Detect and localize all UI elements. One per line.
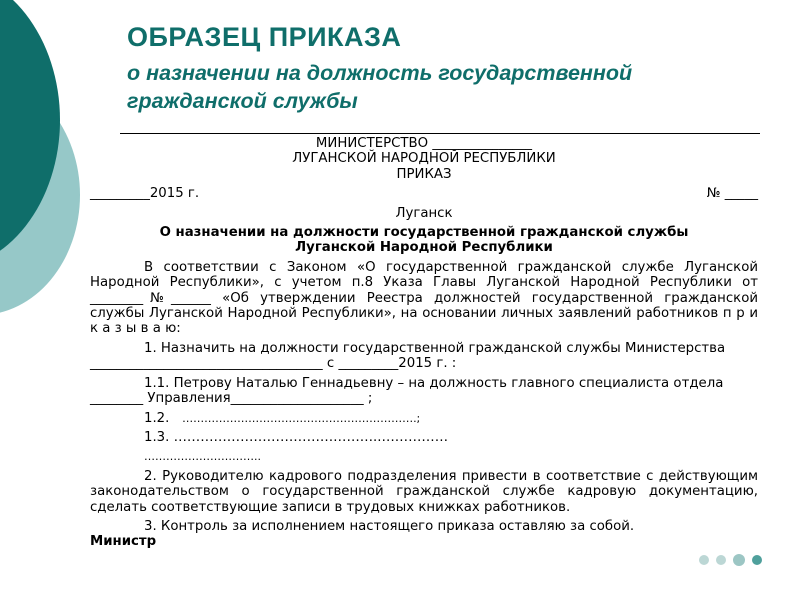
order-heading-line-1: О назначении на должности государственной гражданской службы xyxy=(159,225,689,241)
city-line: Луганск xyxy=(395,205,453,221)
item-1-4-dots: ………………………….. xyxy=(144,450,261,464)
signature-title: Министр xyxy=(90,534,157,550)
order-document xyxy=(90,136,758,550)
item-1-1: 1.1. Петрову Наталью Геннадьевну – на должность главного специалиста отдела ________ Управления____________________ ; xyxy=(90,375,724,407)
item-1-2-dots: ……………………………………………………….; xyxy=(182,411,421,425)
preamble-paragraph: В соответствии с Законом «О государственной гражданской службе Луганской Народной Республики», с учетом п.8 Указа Главы Луганской Народной Республики от ________№______ «Об утверждении Реестра должностей государственной гражданской службы Луганской Народной Республики», на основании личных заявлений работников п р и к а з ы в а ю: xyxy=(90,259,758,337)
decorative-dots xyxy=(699,554,762,566)
item-2: 2. Руководителю кадрового подразделения привести в соответствие с действующим законодательством о государственной гражданской службе кадровую документацию, сделать соответствующие записи в трудовых книжках работников. xyxy=(90,468,758,515)
ministry-line: МИНИСТЕРСТВО _______________ xyxy=(315,136,533,151)
subtitle-line-1: о назначении на должность государственной xyxy=(127,61,633,85)
item-1-3: 1.3. ………………………………………..…………… xyxy=(144,429,448,445)
order-heading-line-2: Луганской Народной Республики xyxy=(295,240,553,256)
republic-line: ЛУГАНСКОЙ НАРОДНОЙ РЕСПУБЛИКИ xyxy=(292,151,556,167)
slide-title: ОБРАЗЕЦ ПРИКАЗА xyxy=(127,22,402,52)
item-1-2-number: 1.2. xyxy=(144,410,170,426)
header-divider xyxy=(120,133,760,134)
order-number: № _____ xyxy=(706,186,758,202)
item-1-2 xyxy=(90,411,758,426)
subtitle-line-2: гражданской службы xyxy=(127,89,358,113)
order-date: _________2015 г. xyxy=(90,186,200,202)
item-1: 1. Назначить на должности государственной гражданской службы Министерства ___________________________________ с _________2015 г. : xyxy=(90,340,726,372)
slide-subtitle xyxy=(127,59,767,115)
slide-header xyxy=(127,22,767,115)
item-3: 3. Контроль за исполнением настоящего приказа оставляю за собой. xyxy=(144,518,635,534)
date-number-row xyxy=(90,186,758,201)
order-label: ПРИКАЗ xyxy=(396,166,452,182)
